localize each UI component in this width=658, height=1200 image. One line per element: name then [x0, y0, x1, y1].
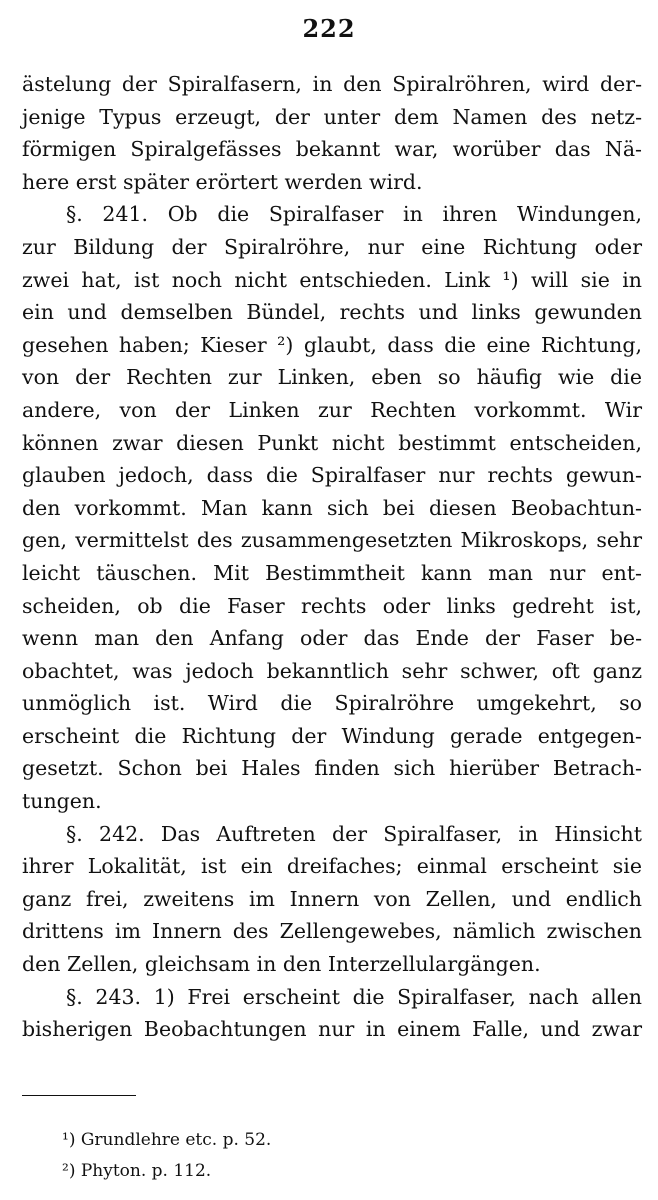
- section-242-start: §. 242. Das Auftreten der Spiralfaser, in Hinsicht: [66, 821, 642, 846]
- text-line: scheiden, ob die Faser rechts oder links gedreht ist,: [22, 593, 642, 618]
- section-241-start: §. 241. Ob die Spiralfaser in ihren Windungen,: [66, 202, 642, 227]
- footnote-1: ¹) Grundlehre etc. p. 52.: [62, 1130, 272, 1150]
- text-line: ein und demselben Bündel, rechts und links gewunden: [22, 300, 642, 325]
- text-line: von der Rechten zur Linken, eben so häufig wie die: [22, 365, 642, 390]
- text-line: here erst später erörtert werden wird.: [22, 169, 423, 194]
- footnotes: [62, 1125, 271, 1187]
- footnote-2: ²) Phyton. p. 112.: [62, 1161, 212, 1181]
- text-line: obachtet, was jedoch bekanntlich sehr schwer, oft ganz: [22, 658, 642, 683]
- text-line: ästelung der Spiralfasern, in den Spiralröhren, wird der-: [22, 72, 642, 96]
- text-line: bisherigen Beobachtungen nur in einem Falle, und zwar: [22, 1017, 642, 1042]
- text-line: können zwar diesen Punkt nicht bestimmt entscheiden,: [22, 430, 642, 455]
- body-text: [22, 68, 642, 1046]
- text-line: jenige Typus erzeugt, der unter dem Namen des netz-: [22, 104, 642, 129]
- text-line: gen, vermittelst des zusammengesetzten Mikroskops, sehr: [22, 528, 642, 553]
- text-line: andere, von der Linken zur Rechten vorkommt. Wir: [22, 397, 642, 422]
- footnote-divider: [22, 1095, 136, 1096]
- text-line: förmigen Spiralgefässes bekannt war, worüber das Nä-: [22, 137, 642, 162]
- text-line: ihrer Lokalität, ist ein dreifaches; einmal erscheint sie: [22, 854, 642, 879]
- text-line: zwei hat, ist noch nicht entschieden. Link ¹) will sie in: [22, 267, 642, 292]
- text-line: ganz frei, zweitens im Innern von Zellen, und endlich: [22, 886, 642, 911]
- page-number: 222: [302, 14, 356, 43]
- text-line: leicht täuschen. Mit Bestimmtheit kann man nur ent-: [22, 560, 642, 585]
- text-line: den vorkommt. Man kann sich bei diesen Beobachtun-: [22, 495, 642, 520]
- text-line: glauben jedoch, dass die Spiralfaser nur rechts gewun-: [22, 463, 642, 488]
- text-line: gesetzt. Schon bei Hales finden sich hierüber Betrach-: [22, 756, 642, 781]
- text-line: tungen.: [22, 789, 102, 814]
- section-243-start: §. 243. 1) Frei erscheint die Spiralfaser, nach allen: [66, 984, 642, 1009]
- text-line: gesehen haben; Kieser ²) glaubt, dass die eine Richtung,: [22, 332, 642, 357]
- text-line: wenn man den Anfang oder das Ende der Faser be-: [22, 626, 642, 651]
- text-line: unmöglich ist. Wird die Spiralröhre umgekehrt, so: [22, 691, 642, 716]
- text-line: zur Bildung der Spiralröhre, nur eine Richtung oder: [22, 234, 642, 259]
- text-line: drittens im Innern des Zellengewebes, nämlich zwischen: [22, 919, 642, 944]
- text-line: erscheint die Richtung der Windung gerade entgegen-: [22, 723, 642, 748]
- text-line: den Zellen, gleichsam in den Interzellulargängen.: [22, 952, 541, 977]
